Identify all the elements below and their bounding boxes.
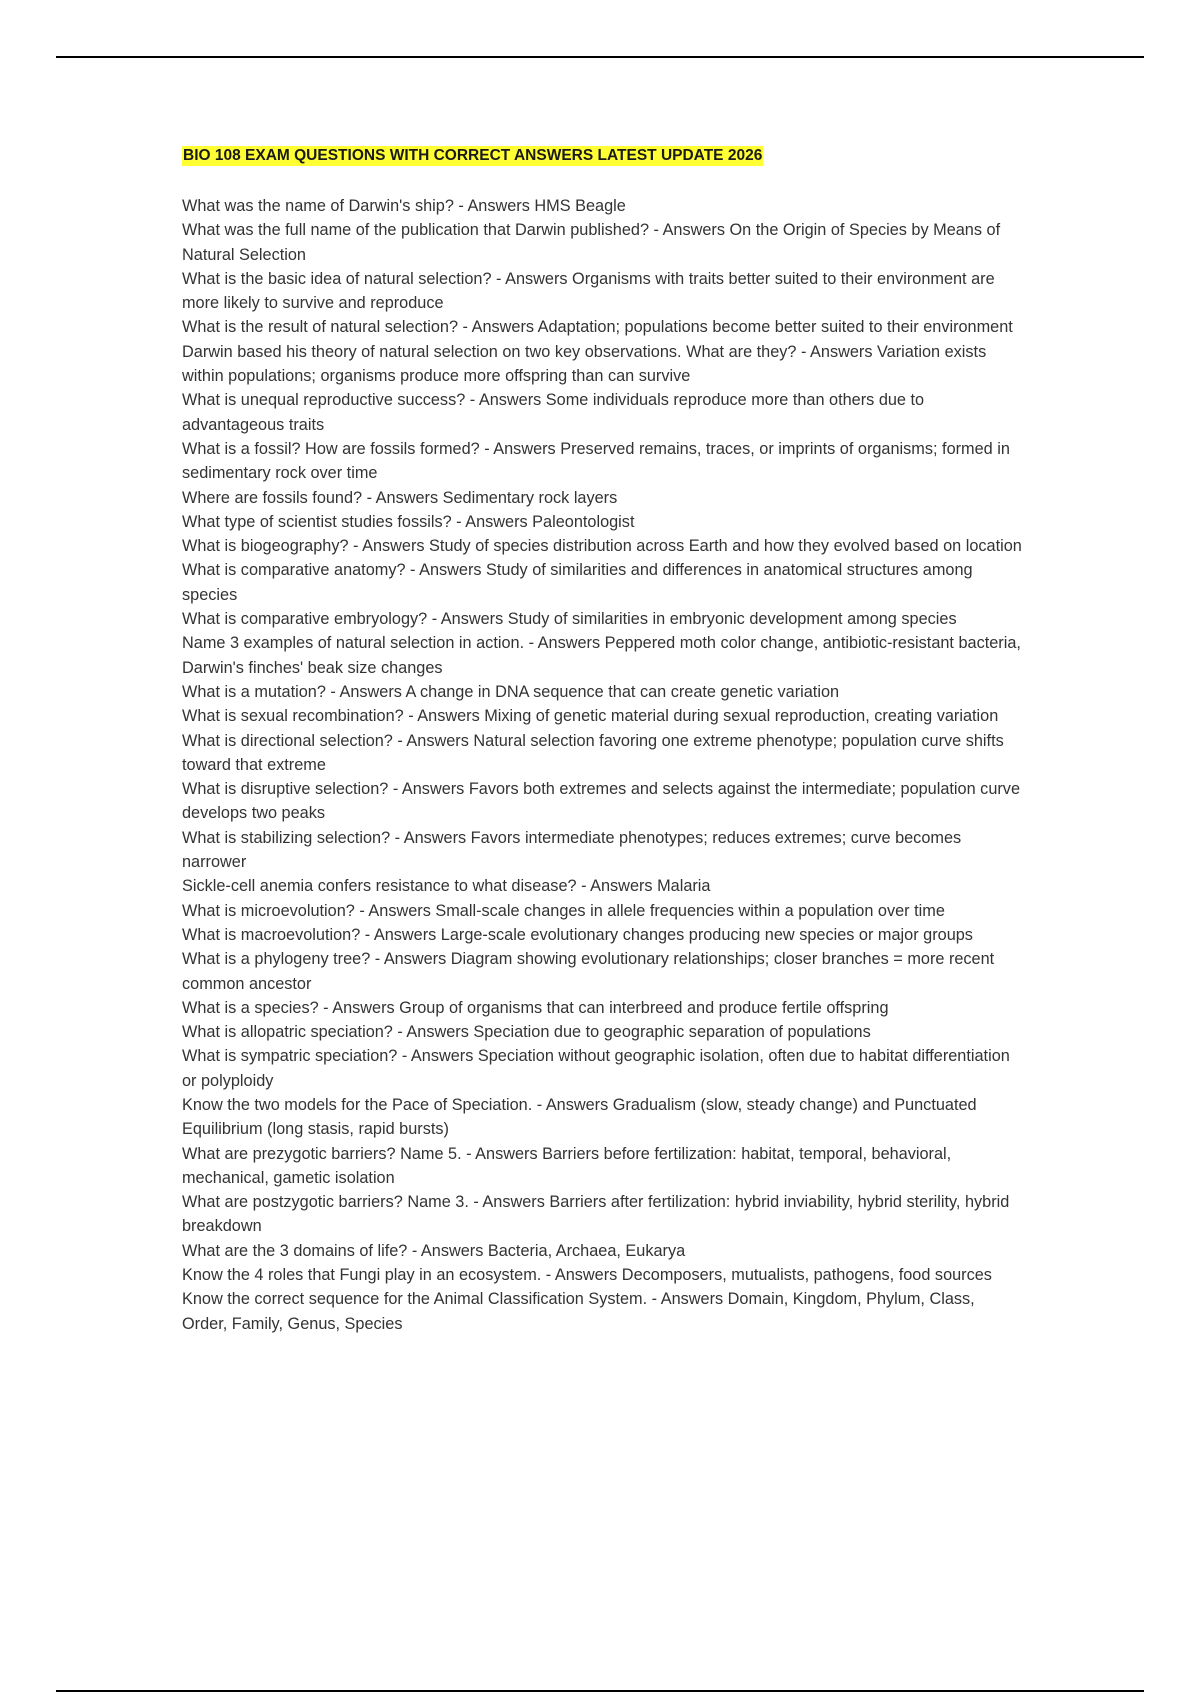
bottom-rule <box>56 1690 1144 1692</box>
document-body <box>182 146 1022 1336</box>
qa-item: What is directional selection? - Answers Natural selection favoring one extreme phenotype; population curve shifts toward that extreme <box>182 731 1004 774</box>
top-rule <box>56 56 1144 58</box>
qa-item: What was the full name of the publication that Darwin published? - Answers On the Origin of Species by Means of Natural Selection <box>182 221 1001 264</box>
qa-item: What is macroevolution? - Answers Large-scale evolutionary changes producing new species or major groups <box>182 925 973 944</box>
qa-item: Know the 4 roles that Fungi play in an ecosystem. - Answers Decomposers, mutualists, pathogens, food sources <box>182 1266 992 1285</box>
qa-item: Know the two models for the Pace of Speciation. - Answers Gradualism (slow, steady change) and Punctuated Equilibrium (long stasis, rapid bursts) <box>182 1095 977 1139</box>
qa-item: What is the result of natural selection? - Answers Adaptation; populations become better suited to their environment <box>182 318 1013 337</box>
qa-item: What is unequal reproductive success? - Answers Some individuals reproduce more than others due to advantageous traits <box>182 391 925 434</box>
qa-item: Name 3 examples of natural selection in action. - Answers Peppered moth color change, antibiotic-resistant bacteria, Darwin's finches' beak size changes <box>182 634 1021 677</box>
qa-item: What is a mutation? - Answers A change in DNA sequence that can create genetic variation <box>182 682 840 701</box>
qa-item: What is a species? - Answers Group of organisms that can interbreed and produce fertile offspring <box>182 998 889 1017</box>
qa-item: What is disruptive selection? - Answers Favors both extremes and selects against the intermediate; population curve develops two peaks <box>182 780 1020 823</box>
document-title: BIO 108 EXAM QUESTIONS WITH CORRECT ANSWERS LATEST UPDATE 2026 <box>183 147 763 164</box>
qa-list <box>182 194 1022 1336</box>
qa-item: What is microevolution? - Answers Small-scale changes in allele frequencies within a population over time <box>182 901 945 920</box>
qa-item: What is a fossil? How are fossils formed? - Answers Preserved remains, traces, or imprints of organisms; formed in sedimentary rock over time <box>182 439 1010 483</box>
qa-item: What is sexual recombination? - Answers Mixing of genetic material during sexual reproduction, creating variation <box>182 707 999 726</box>
qa-item: What was the name of Darwin's ship? - Answers HMS Beagle <box>182 197 626 215</box>
qa-item: What is comparative anatomy? - Answers Study of similarities and differences in anatomical structures among species <box>182 561 973 604</box>
qa-item: What is the basic idea of natural selection? - Answers Organisms with traits better suited to their environment are more likely to survive and reproduce <box>182 269 995 313</box>
qa-item: What type of scientist studies fossils? - Answers Paleontologist <box>182 512 635 531</box>
qa-item: What is a phylogeny tree? - Answers Diagram showing evolutionary relationships; closer branches = more recent common ancestor <box>182 950 995 993</box>
qa-item: Sickle-cell anemia confers resistance to what disease? - Answers Malaria <box>182 877 711 896</box>
qa-item: What is stabilizing selection? - Answers Favors intermediate phenotypes; reduces extremes; curve becomes narrower <box>182 828 962 872</box>
qa-item: What are the 3 domains of life? - Answers Bacteria, Archaea, Eukarya <box>182 1241 686 1260</box>
qa-item: Darwin based his theory of natural selection on two key observations. What are they? - Answers Variation exists within populations; organisms produce more offspring than can survive <box>182 342 987 386</box>
qa-item: What is allopatric speciation? - Answers Speciation due to geographic separation of populations <box>182 1023 871 1042</box>
qa-item: Know the correct sequence for the Animal Classification System. - Answers Domain, Kingdom, Phylum, Class, Order, Family, Genus, Species <box>182 1290 975 1333</box>
qa-item: What are postzygotic barriers? Name 3. - Answers Barriers after fertilization: hybrid inviability, hybrid sterility, hybrid breakdown <box>182 1193 1010 1236</box>
qa-item: What is sympatric speciation? - Answers Speciation without geographic isolation, often due to habitat differentiation or polyploidy <box>182 1047 1010 1090</box>
qa-item: What are prezygotic barriers? Name 5. - Answers Barriers before fertilization: habitat, temporal, behavioral, mechanical, gametic isolation <box>182 1144 952 1187</box>
qa-item: Where are fossils found? - Answers Sedimentary rock layers <box>182 488 618 507</box>
qa-item: What is comparative embryology? - Answers Study of similarities in embryonic development among species <box>182 610 957 629</box>
qa-item: What is biogeography? - Answers Study of species distribution across Earth and how they evolved based on location <box>182 537 1022 556</box>
